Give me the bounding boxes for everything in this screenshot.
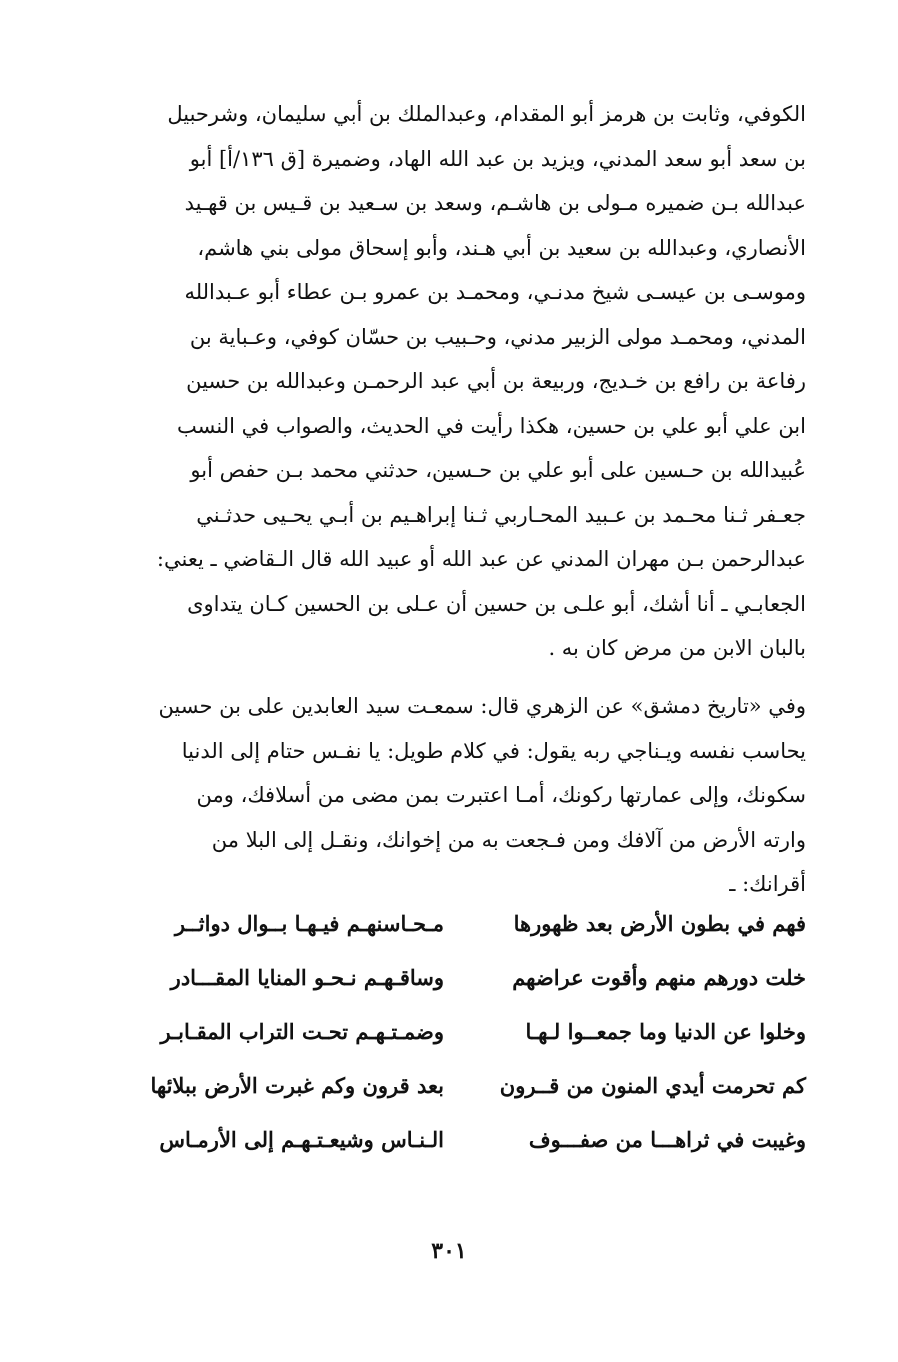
text-line: يحاسب نفسه ويـناجي ربه يقول: في كلام طويل: يا نفـس حتام إلى الدنيا xyxy=(181,738,806,763)
text-line: بن سعد أبو سعد المدني، ويزيد بن عبد الله الهاد، وضميرة [ق ١٣٦/أ] أبو xyxy=(189,146,806,171)
paragraph-tarikh-dimashq xyxy=(112,684,806,907)
verse-second-hemistich: مـحـاسنهـم فيـهـا بــوال دواثــر xyxy=(174,911,444,936)
text-line: جعـفر ثـنا محـمد بن عـبيد المحـاربي ثـنا إبراهـيم بن أبـي يحـيى حدثـني xyxy=(196,502,806,527)
text-line: سكونك، وإلى عمارتها ركونك، أمـا اعتبرت بمن مضى من أسلافك، ومن xyxy=(196,783,806,807)
poem-verse xyxy=(112,1010,806,1064)
verse-second-hemistich: بعد قرون وكم غبرت الأرض ببلائها xyxy=(150,1073,444,1098)
page-number: ٣٠١ xyxy=(431,1238,467,1264)
text-line-last: بالبان الابن من مرض كان به . xyxy=(548,636,806,660)
verse-first-hemistich: فهم في بطون الأرض بعد ظهورها xyxy=(513,911,806,936)
verse-second-hemistich: الـنـاس وشيعـتـهـم إلى الأرمـاس xyxy=(159,1127,444,1152)
verse-first-hemistich: كم تحرمت أيدي المنون من قــرون xyxy=(499,1073,806,1098)
verse-second-hemistich: وضمـتـهـم تحـت التراب المقـابـر xyxy=(160,1019,444,1044)
text-line: رفاعة بن رافع بن خـديج، وربيعة بن أبي عبد الرحمـن وعبدالله بن حسين xyxy=(186,369,806,393)
text-line: وارته الأرض من آلافك ومن فـجعت به من إخوانك، ونقـل إلى البلا من xyxy=(211,827,806,852)
verse-first-hemistich: خلت دورهم منهم وأقوت عراضهم xyxy=(512,965,806,990)
text-line: ابن علي أبو علي بن حسين، هكذا رأيت في الحديث، والصواب في النسب xyxy=(177,413,806,438)
text-line: وموسـى بن عيسـى شيخ مدنـي، ومحمـد بن عمرو بـن عطاء أبو عـبدالله xyxy=(184,280,806,304)
poem-verse xyxy=(112,956,806,1010)
text-line: عُبيدالله بن حـسين على أبو علي بن حـسين، حدثني محمد بـن حفص أبو xyxy=(190,458,806,482)
poem xyxy=(112,902,806,1172)
verse-first-hemistich: وغيبت في ثراهـــا من صفـــوف xyxy=(528,1127,806,1152)
text-line: عبدالرحمن بـن مهران المدني عن عبد الله أو عبيد الله قال الـقاضي ـ يعني: xyxy=(156,547,806,571)
text-line-last: أقرانك: ـ xyxy=(729,872,806,896)
text-line: الأنصاري، وعبدالله بن سعيد بن أبي هـند، وأبو إسحاق مولى بني هاشم، xyxy=(197,235,806,260)
poem-verse xyxy=(112,1064,806,1118)
text-line: وفي «تاريخ دمشق» عن الزهري قال: سمعـت سيد العابدين على بن حسين xyxy=(158,694,806,718)
text-line: عبدالله بـن ضميره مـولى بن هاشـم، وسعد بن سـعيد بن قـيس بن قهـيد xyxy=(184,191,806,215)
poem-verse xyxy=(112,1118,806,1172)
paragraph-narrators xyxy=(112,92,806,671)
text-line: الكوفي، وثابت بن هرمز أبو المقدام، وعبدالملك بن أبي سليمان، وشرحبيل xyxy=(167,102,806,126)
verse-first-hemistich: وخلوا عن الدنيا وما جمعــوا لـهـا xyxy=(525,1019,806,1044)
verse-second-hemistich: وساقـهـم نـحـو المنايا المقـــادر xyxy=(170,965,444,990)
text-line: المدني، ومحمـد مولى الزبير مدني، وحـبيب بن حسّان كوفي، وعـباية بن xyxy=(189,324,806,349)
poem-verse xyxy=(112,902,806,956)
text-line: الجعابـي ـ أنا أشك، أبو علـى بن حسين أن عـلى بن الحسين كـان يتداوى xyxy=(187,591,806,616)
